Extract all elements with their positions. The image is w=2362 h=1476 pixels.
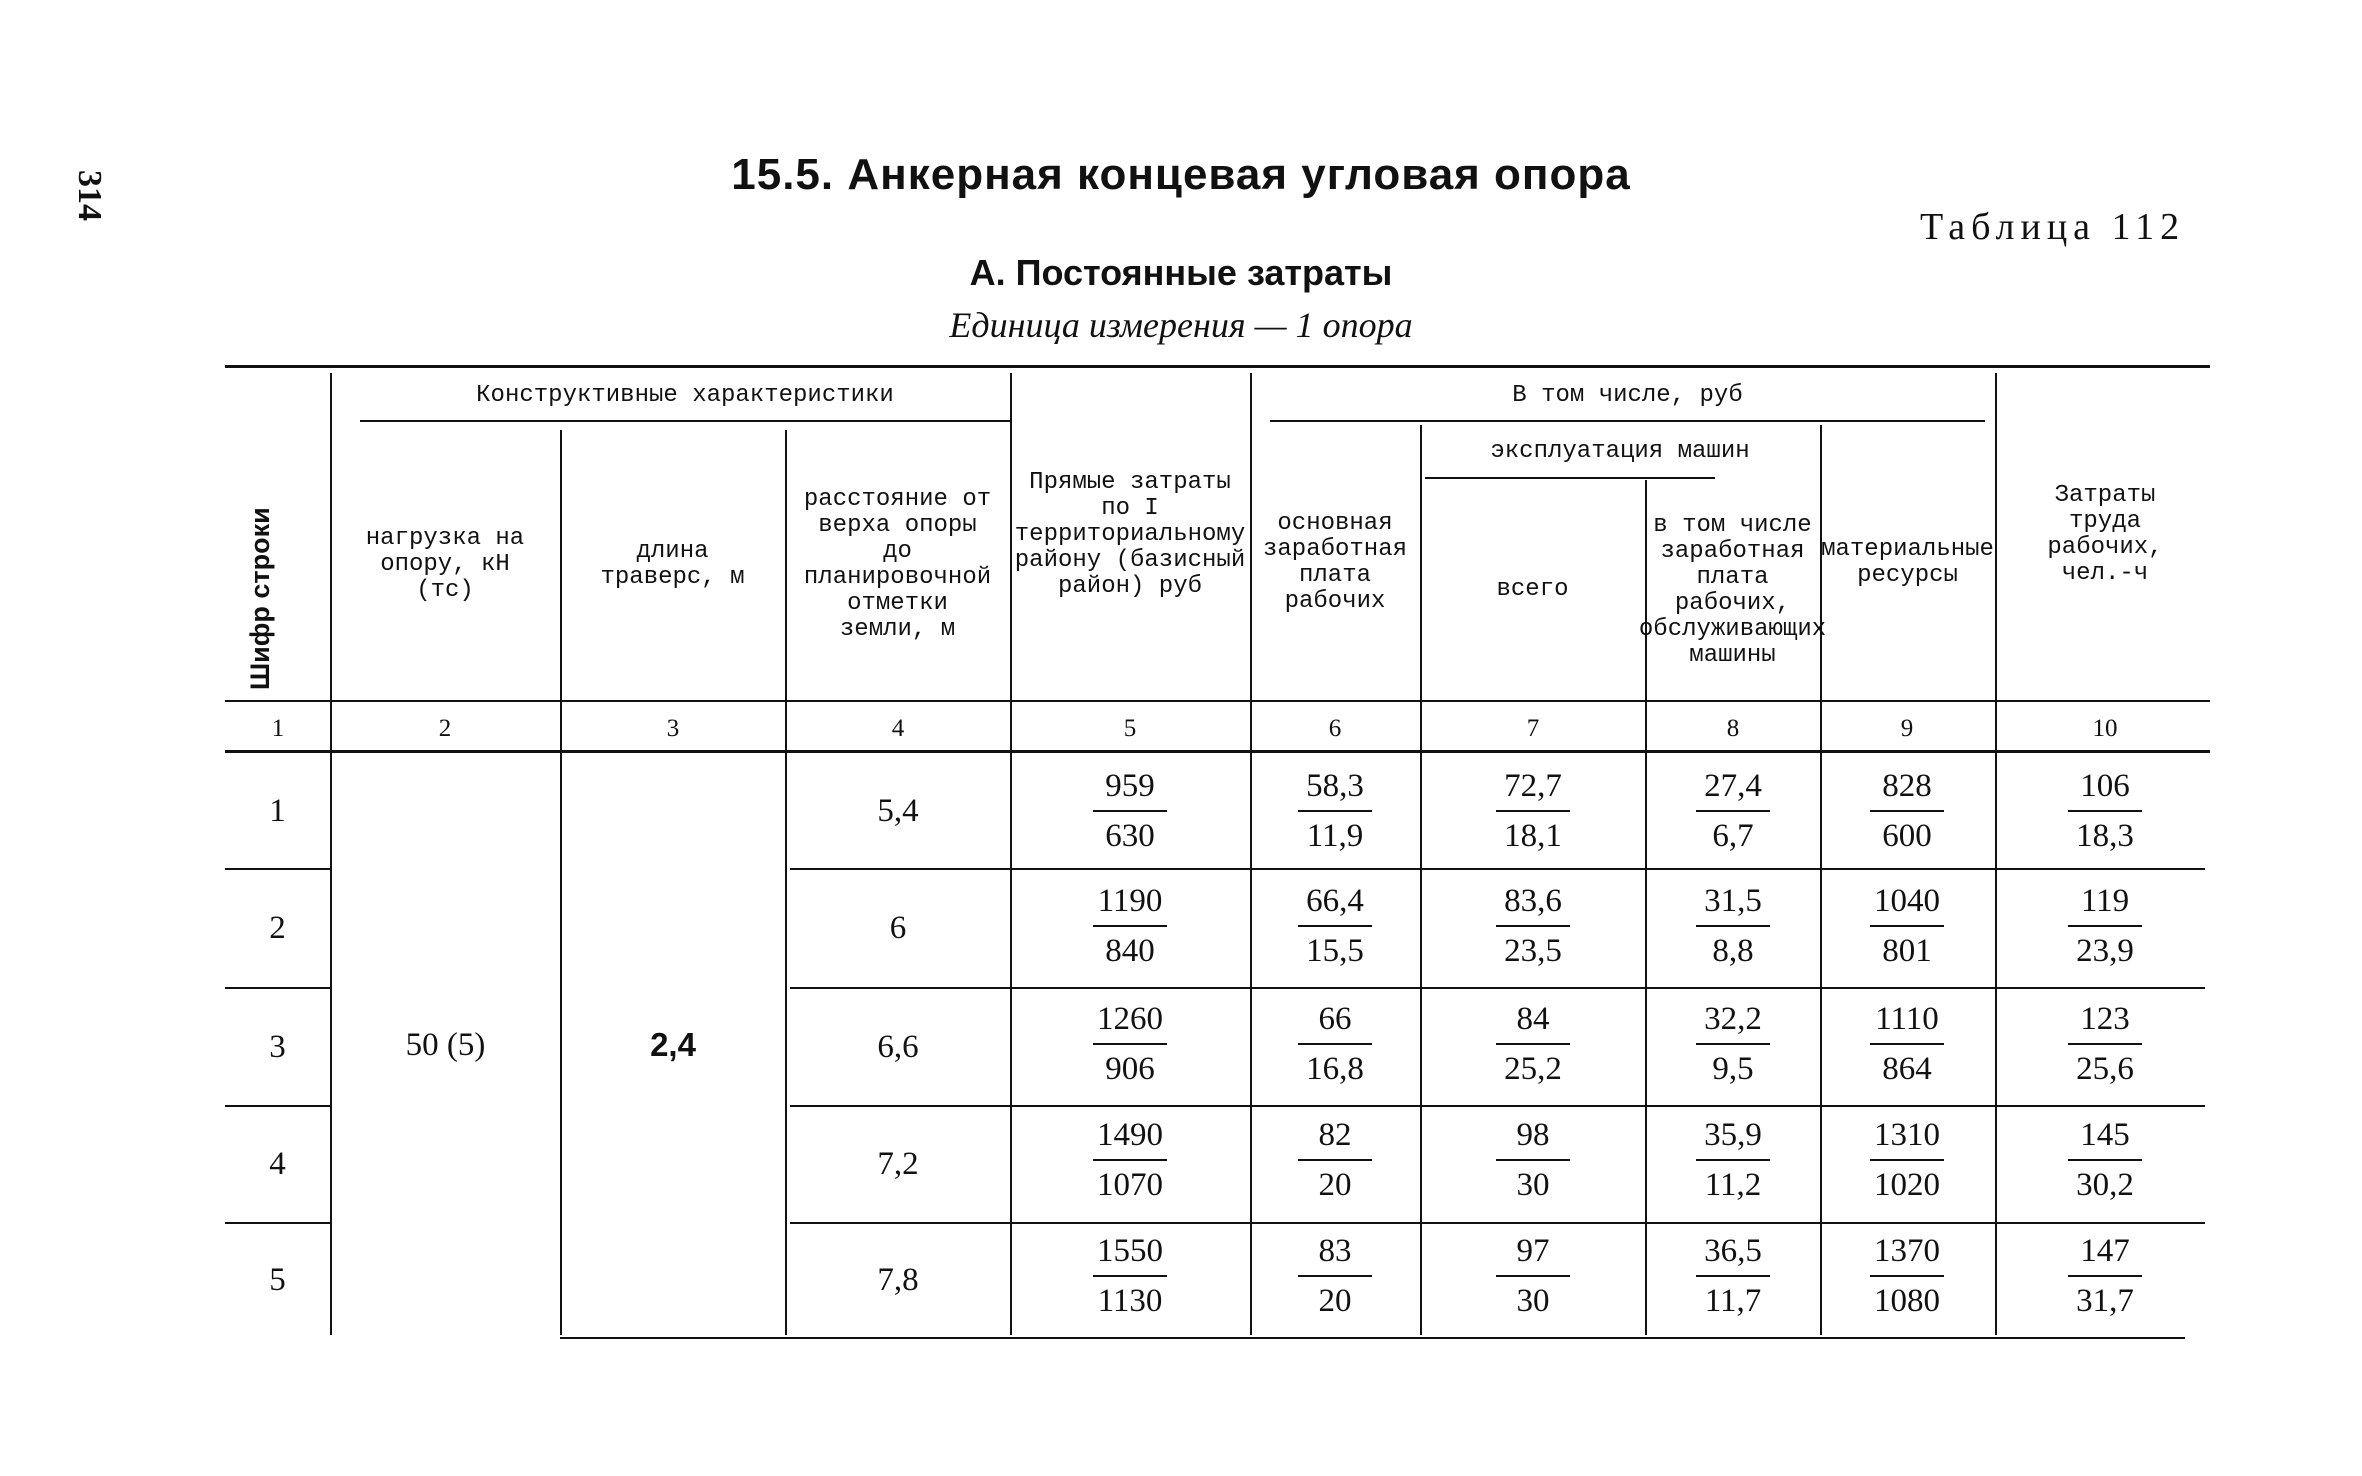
colnum-1: 1 — [271, 715, 285, 742]
materials-value — [1852, 995, 1962, 1093]
denominator: 30 — [1516, 1283, 1550, 1319]
col-rule-9 — [1995, 373, 1997, 1335]
row-code-header: Шифр строки — [245, 507, 275, 690]
colnum-10: 10 — [2092, 715, 2118, 742]
colnum-2: 2 — [438, 715, 452, 742]
numerator: 106 — [2080, 768, 2130, 804]
numerator: 31,5 — [1704, 883, 1762, 919]
labor-value — [2050, 1111, 2160, 1209]
denominator: 30,2 — [2076, 1167, 2134, 1203]
distance-value: 7,2 — [877, 1146, 919, 1182]
machines-wage-value — [1678, 1227, 1788, 1325]
denominator: 25,2 — [1504, 1051, 1562, 1087]
materials-value — [1852, 762, 1962, 860]
distance-value: 6,6 — [877, 1028, 919, 1065]
col-rule-4 — [1010, 373, 1012, 1335]
row-code: 1 — [269, 793, 286, 829]
constructive-header: Конструктивные характеристики — [476, 382, 894, 409]
numerator: 1370 — [1874, 1233, 1940, 1269]
base-wage-value — [1280, 762, 1390, 860]
page-number: 314 — [71, 170, 108, 221]
page-title: 15.5. Анкерная концевая угловая опора — [731, 150, 1631, 199]
col-rule-1 — [330, 373, 332, 1335]
denominator: 18,1 — [1504, 818, 1562, 854]
denominator: 840 — [1105, 933, 1155, 969]
load-value: 50 (5) — [405, 1026, 486, 1063]
col-rule-2 — [560, 430, 562, 1335]
numerator: 66 — [1318, 1001, 1352, 1037]
denominator: 20 — [1318, 1167, 1352, 1203]
numerator: 72,7 — [1504, 768, 1562, 804]
numerator: 1110 — [1875, 1001, 1939, 1037]
numerator: 82 — [1318, 1117, 1352, 1153]
table-top-rule — [225, 365, 2210, 368]
numerator: 36,5 — [1704, 1233, 1762, 1269]
table-bottom-rule — [560, 1337, 2185, 1339]
distance-value: 7,8 — [877, 1262, 919, 1298]
load-header: нагрузка на опору, кН (тс) — [365, 525, 525, 604]
base-wage-value — [1280, 995, 1390, 1093]
machines-total-value — [1478, 1227, 1588, 1325]
direct-costs-header: Прямые затраты по I территориальному району (базисный район) руб — [1014, 469, 1246, 600]
colnum-8: 8 — [1726, 715, 1740, 742]
base-wage-value — [1280, 877, 1390, 975]
numerator: 1260 — [1097, 1001, 1163, 1037]
denominator: 11,9 — [1306, 818, 1364, 854]
including-header: В том числе, руб — [1512, 382, 1743, 409]
materials-value — [1852, 877, 1962, 975]
section-subtitle: А. Постоянные затраты — [969, 252, 1393, 293]
machines-wage-value — [1678, 762, 1788, 860]
labor-header: Затраты труда рабочих, чел.-ч — [2047, 482, 2163, 587]
numerator: 123 — [2080, 1001, 2130, 1037]
denominator: 11,7 — [1704, 1283, 1762, 1319]
numerator: 83 — [1318, 1233, 1352, 1269]
numerator: 1550 — [1097, 1233, 1163, 1269]
numerator: 83,6 — [1504, 883, 1562, 919]
numerator: 58,3 — [1306, 768, 1364, 804]
numerator: 66,4 — [1306, 883, 1364, 919]
labor-value — [2050, 1227, 2160, 1325]
constructive-underline — [360, 420, 1010, 422]
colnum-bottom-rule — [225, 750, 2210, 753]
row-code: 3 — [269, 1028, 286, 1065]
denominator: 864 — [1882, 1051, 1932, 1087]
numerator: 1310 — [1874, 1117, 1940, 1153]
numerator: 828 — [1882, 768, 1932, 804]
numerator: 145 — [2080, 1117, 2130, 1153]
numerator: 1040 — [1874, 883, 1940, 919]
base-wage-value — [1280, 1111, 1390, 1209]
numerator: 1190 — [1097, 883, 1163, 919]
denominator: 1080 — [1874, 1283, 1940, 1319]
direct-costs-value — [1075, 762, 1185, 860]
denominator: 16,8 — [1306, 1051, 1364, 1087]
base-wage-value — [1280, 1227, 1390, 1325]
base-wage-header: основная заработная плата рабочих — [1262, 509, 1408, 615]
unit-of-measure: Единица измерения — 1 опора — [949, 305, 1413, 345]
denominator: 630 — [1105, 818, 1155, 854]
denominator: 25,6 — [2076, 1051, 2134, 1087]
numerator: 147 — [2080, 1233, 2130, 1269]
machines-wage-value — [1678, 995, 1788, 1093]
direct-costs-value — [1075, 1111, 1185, 1209]
machines-total-header: всего — [1496, 576, 1569, 603]
denominator: 23,5 — [1504, 933, 1562, 969]
numerator: 98 — [1516, 1117, 1550, 1153]
machines-wage-value — [1678, 1111, 1788, 1209]
direct-costs-value — [1075, 995, 1185, 1093]
denominator: 906 — [1105, 1051, 1155, 1087]
row-code: 5 — [269, 1262, 286, 1298]
numerator: 959 — [1105, 768, 1155, 804]
labor-value — [2050, 762, 2160, 860]
row-code: 4 — [269, 1146, 286, 1182]
numerator: 84 — [1516, 1001, 1550, 1037]
labor-value — [2050, 877, 2160, 975]
header-bottom-rule — [225, 700, 2210, 702]
including-underline — [1270, 420, 1985, 422]
colnum-3: 3 — [666, 715, 680, 742]
machines-underline — [1425, 477, 1715, 479]
direct-costs-value — [1075, 877, 1185, 975]
denominator: 31,7 — [2076, 1283, 2134, 1319]
colnum-6: 6 — [1328, 715, 1342, 742]
numerator: 119 — [2080, 883, 2130, 919]
colnum-7: 7 — [1526, 715, 1540, 742]
cost-table — [225, 365, 2210, 1335]
denominator: 11,2 — [1704, 1167, 1762, 1203]
denominator: 801 — [1882, 933, 1932, 969]
numerator: 27,4 — [1704, 768, 1762, 804]
denominator: 1020 — [1874, 1167, 1940, 1203]
denominator: 23,9 — [2076, 933, 2134, 969]
table-label: Таблица 112 — [1920, 206, 2186, 248]
denominator: 1130 — [1097, 1283, 1163, 1319]
direct-costs-value — [1075, 1227, 1185, 1325]
denominator: 600 — [1882, 818, 1932, 854]
distance-header: расстояние от верха опоры до планировочной отметки земли, м — [803, 486, 992, 643]
numerator: 1490 — [1097, 1117, 1163, 1153]
denominator: 8,8 — [1712, 933, 1754, 969]
machines-wage-value — [1678, 877, 1788, 975]
col-rule-6 — [1420, 425, 1422, 1335]
denominator: 20 — [1318, 1283, 1352, 1319]
machines-total-value — [1478, 995, 1588, 1093]
colnum-5: 5 — [1123, 715, 1137, 742]
denominator: 9,5 — [1712, 1051, 1754, 1087]
machines-header: эксплуатация машин — [1490, 438, 1750, 465]
row-code: 2 — [269, 910, 286, 946]
materials-value — [1852, 1227, 1962, 1325]
machines-total-value — [1478, 762, 1588, 860]
traverse-value: 2,4 — [650, 1026, 696, 1063]
materials-value — [1852, 1111, 1962, 1209]
distance-value: 6 — [889, 910, 907, 946]
col-rule-3 — [785, 430, 787, 1335]
denominator: 30 — [1516, 1167, 1550, 1203]
traverse-header: длина траверс, м — [600, 538, 745, 591]
col-rule-5 — [1250, 373, 1252, 1335]
materials-header: материальные ресурсы — [1821, 535, 1994, 589]
denominator: 1070 — [1097, 1167, 1163, 1203]
denominator: 6,7 — [1712, 818, 1754, 854]
machines-total-value — [1478, 1111, 1588, 1209]
colnum-9: 9 — [1900, 715, 1914, 742]
colnum-4: 4 — [891, 715, 905, 742]
numerator: 97 — [1516, 1233, 1550, 1269]
numerator: 35,9 — [1704, 1117, 1762, 1153]
distance-value: 5,4 — [877, 793, 919, 829]
denominator: 18,3 — [2076, 818, 2134, 854]
machines-total-value — [1478, 877, 1588, 975]
numerator: 32,2 — [1704, 1001, 1762, 1037]
denominator: 15,5 — [1306, 933, 1364, 969]
machines-wage-header: в том числе заработная плата рабочих, обслуживающих машины — [1638, 511, 1827, 669]
labor-value — [2050, 995, 2160, 1093]
